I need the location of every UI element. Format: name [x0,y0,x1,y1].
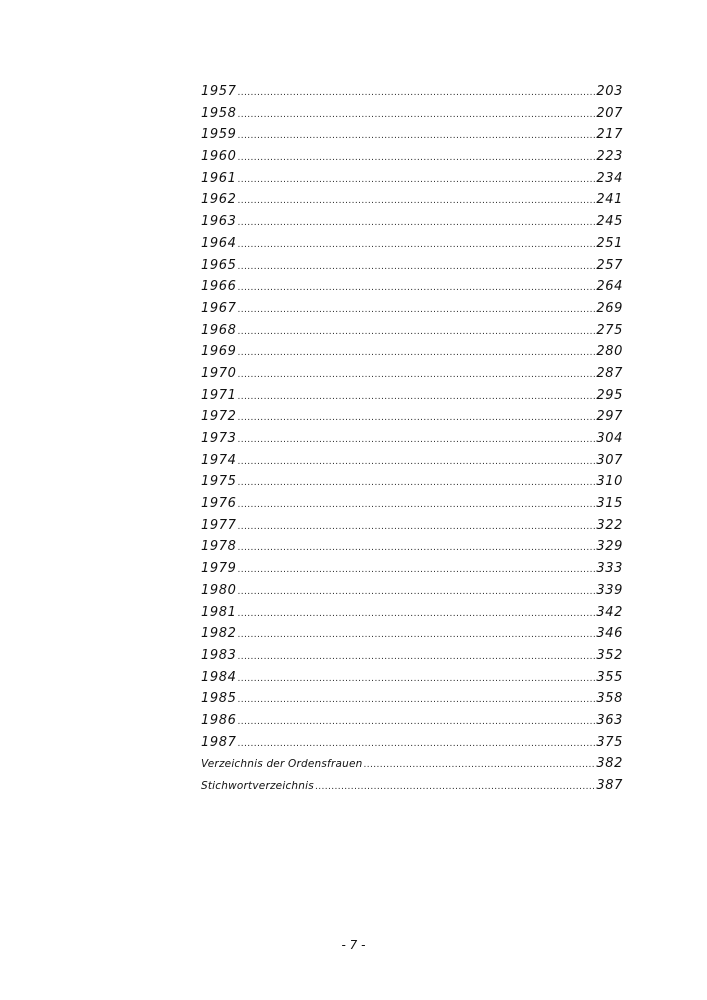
toc-entry-page: 297 [596,409,623,425]
toc-entry [201,713,623,735]
toc-entry [201,691,623,713]
toc-entry-page: 382 [596,756,623,772]
toc-dot-leader [237,370,595,380]
toc-entry-page: 387 [596,778,623,793]
toc-entry-label: 1982 [201,626,237,642]
toc-entry [201,301,623,323]
toc-dot-leader [237,262,595,272]
toc-entry [201,388,623,410]
toc-entry-page: 355 [596,669,623,685]
toc-entry [201,171,623,193]
page-number: - 7 - [341,938,366,952]
toc-dot-leader [237,630,595,640]
toc-entry-label: 1985 [201,691,237,707]
toc-entry [201,626,623,648]
toc-dot-leader [237,218,595,228]
toc-entry-label: 1972 [201,409,237,425]
toc-entry-label: 1961 [201,170,237,186]
toc-entry-label: 1967 [201,300,237,316]
toc-dot-leader [315,782,595,792]
toc-dot-leader [237,652,595,662]
toc-dot-leader [237,565,595,575]
toc-dot-leader [237,739,595,749]
toc-entry-label: 1957 [201,84,237,99]
toc-entry [201,344,623,366]
toc-entry-page: 375 [596,734,623,750]
toc-entry-label: 1974 [201,452,237,468]
toc-entry [201,366,623,388]
toc-entry [201,561,623,583]
toc-dot-leader [237,717,595,727]
toc-dot-leader [237,153,595,163]
toc-entry [201,670,623,692]
toc-entry [201,518,623,540]
toc-dot-leader [237,609,595,619]
toc-entry [201,648,623,670]
toc-entry-label: 1980 [201,582,237,598]
toc-entry-page: 307 [596,452,623,468]
toc-dot-leader [237,587,595,597]
toc-dot-leader [237,283,595,293]
toc-entry-page: 363 [596,712,623,728]
toc-entry [201,323,623,345]
toc-entry [201,192,623,214]
toc-entry [201,756,623,778]
toc-entry-page: 251 [596,235,623,251]
toc-entry [201,453,623,475]
toc-entry [201,258,623,280]
toc-entry-page: 217 [596,127,623,143]
toc-dot-leader [237,196,595,206]
toc-dot-leader [237,674,595,684]
toc-entry-page: 245 [596,214,623,230]
toc-entry [201,236,623,258]
toc-entry-page: 280 [596,344,623,360]
toc-entry [201,778,623,800]
toc-dot-leader [237,305,595,315]
toc-dot-leader [237,392,595,402]
toc-dot-leader [237,413,595,423]
toc-dot-leader [237,240,595,250]
toc-entry [201,583,623,605]
toc-entry [201,431,623,453]
toc-entry [201,84,623,106]
toc-entry-page: 287 [596,365,623,381]
toc-dot-leader [237,543,595,553]
toc-entry-page: 342 [596,604,623,620]
toc-dot-leader [237,695,595,705]
toc-entry-label: 1965 [201,257,237,273]
toc-entry [201,605,623,627]
toc-entry-page: 234 [596,170,623,186]
toc-dot-leader [237,131,595,141]
toc-entry [201,474,623,496]
toc-entry [201,735,623,757]
toc-dot-leader [237,327,595,337]
toc-entry-label: 1960 [201,149,237,165]
toc-entry-label: 1977 [201,517,237,533]
toc-dot-leader [237,175,595,185]
toc-entry-label: 1966 [201,279,237,295]
toc-entry-page: 257 [596,257,623,273]
toc-dot-leader [237,522,595,532]
toc-entry-label: 1971 [201,387,237,403]
toc-dot-leader [237,435,595,445]
toc-entry-page: 295 [596,387,623,403]
table-of-contents [201,84,623,800]
toc-entry [201,496,623,518]
toc-entry-label: 1981 [201,604,237,620]
toc-entry-label: 1973 [201,431,237,446]
toc-entry-page: 207 [596,105,623,121]
toc-entry-page: 269 [596,300,623,316]
toc-entry-label: 1976 [201,496,237,512]
toc-entry-page: 352 [596,647,623,663]
toc-entry-label: 1970 [201,365,237,381]
toc-entry-page: 275 [596,322,623,338]
toc-dot-leader [237,500,595,510]
toc-entry-page: 310 [596,474,623,490]
toc-entry-label: 1962 [201,192,237,208]
toc-entry-label: 1975 [201,474,237,490]
toc-entry-page: 304 [596,431,623,446]
toc-dot-leader [363,760,595,770]
toc-entry-page: 264 [596,279,623,295]
toc-entry [201,539,623,561]
toc-entry-page: 339 [596,582,623,598]
toc-entry-label: 1968 [201,322,237,338]
toc-entry [201,279,623,301]
toc-entry-label: Verzeichnis der Ordensfrauen [201,758,363,771]
toc-entry [201,214,623,236]
toc-entry-label: 1983 [201,647,237,663]
toc-entry-page: 329 [596,539,623,555]
toc-entry-page: 346 [596,626,623,642]
toc-entry [201,127,623,149]
toc-entry-page: 241 [596,192,623,208]
toc-entry-page: 203 [596,84,623,99]
toc-entry [201,409,623,431]
toc-entry [201,149,623,171]
toc-entry-label: 1987 [201,734,237,750]
toc-dot-leader [237,457,595,467]
toc-entry-label: 1984 [201,669,237,685]
toc-dot-leader [237,110,595,120]
toc-entry-page: 358 [596,691,623,707]
toc-dot-leader [237,478,595,488]
toc-entry-label: 1959 [201,127,237,143]
toc-entry-label: 1958 [201,105,237,121]
toc-entry-label: 1986 [201,712,237,728]
toc-entry [201,106,623,128]
toc-entry-label: Stichwortverzeichnis [201,780,314,792]
toc-entry-page: 223 [596,149,623,165]
toc-dot-leader [237,348,595,358]
toc-entry-page: 315 [596,496,623,512]
toc-entry-page: 333 [596,561,623,577]
toc-dot-leader [237,88,595,98]
toc-entry-label: 1978 [201,539,237,555]
toc-entry-label: 1964 [201,235,237,251]
toc-entry-label: 1963 [201,214,237,230]
toc-entry-label: 1979 [201,561,237,577]
toc-entry-label: 1969 [201,344,237,360]
toc-entry-page: 322 [596,517,623,533]
